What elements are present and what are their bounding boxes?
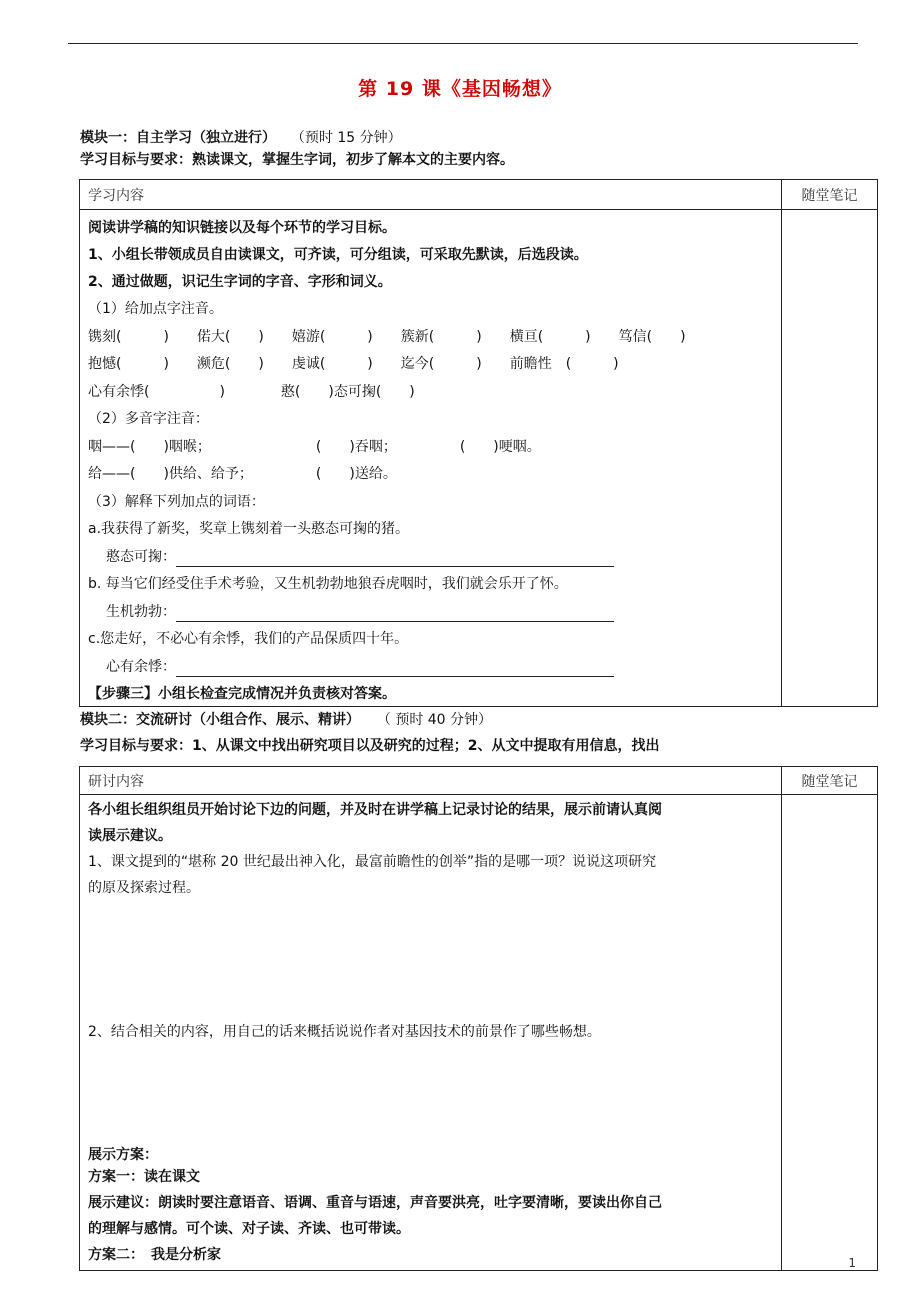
answer-c-label: 心有余悸： [106,659,176,675]
module2-heading-text: 模块二：交流研讨（小组合作、展示、精讲） [80,712,360,728]
answer-b-label: 生机勃勃： [106,604,176,620]
question-1-line-2: 的原及探索过程。 [88,880,200,896]
answer-c-blank[interactable] [176,660,614,677]
pinyin-row-1: 镌刻( ) 偌大( ) 嬉游( ) 簇新( ) 横亘( ) 笃信( ) [88,329,686,345]
page-number: 1 [848,1256,856,1270]
plan1-advice-1: 展示建议：朗读时要注意语音、语调、重音与语速，声音要洪亮，吐字要清晰，要读出你自己 [88,1195,662,1211]
module1-heading [80,128,402,148]
module2-header-content: 研讨内容 [80,767,782,795]
polyphone-row-1: 咽——( )咽喉； ( )吞咽； ( )哽咽。 [88,439,541,455]
discussion-intro-1: 各小组长组织组员开始讨论下边的问题，并及时在讲学稿上记录讨论的结果，展示前请认真阅 [88,802,662,818]
answer-a-blank[interactable] [176,550,614,567]
module1-content-cell [80,210,782,707]
answer-b-blank[interactable] [176,605,614,622]
module2-table [79,766,878,1271]
header-rule [68,43,858,44]
discussion-intro-2: 读展示建议。 [88,828,172,844]
module1-heading-text: 模块一：自主学习（独立进行） [80,130,276,146]
module1-notes-cell[interactable] [782,210,878,707]
task3-title: （3）解释下列加点的词语： [88,494,265,510]
sentence-c: c.您走好，不必心有余悸，我们的产品保质四十年。 [88,631,409,647]
pinyin-row-2: 抱憾( ) 濒危( ) 虔诚( ) 迄今( ) 前瞻性 ( ) [88,356,619,372]
module1-header-content: 学习内容 [80,180,782,210]
answer-a [106,547,614,567]
question-1-line-1: 1、课文提到的“堪称 20 世纪最出神入化，最富前瞻性的创举”指的是哪一项？说说这项研究 [88,854,657,870]
step2-line: 2、通过做题，识记生字词的字音、字形和词义。 [88,274,392,290]
module2-heading [80,710,492,730]
plan1-title: 方案一：读在课文 [88,1169,200,1185]
step1-line: 1、小组长带领成员自由读课文，可齐读，可分组读，可采取先默读，后选段读。 [88,247,588,263]
module2-content-cell [80,795,782,1271]
module2-header-notes: 随堂笔记 [782,767,878,795]
module1-time: （预时 15 分钟） [290,130,402,146]
module2-time: （ 预时 40 分钟） [376,712,493,728]
answer-c [106,657,614,677]
module2-notes-cell[interactable] [782,795,878,1271]
sentence-a: a.我获得了新奖，奖章上镌刻着一头憨态可掬的猪。 [88,521,410,537]
plan-title: 展示方案： [88,1147,158,1163]
answer-b [106,602,614,622]
polyphone-row-2: 给——( )供给、给予； ( )送给。 [88,466,397,482]
task2-title: （2）多音字注音： [88,411,209,427]
module1-goal: 学习目标与要求：熟读课文，掌握生字词，初步了解本文的主要内容。 [80,152,514,168]
step3-line: 【步骤三】小组长检查完成情况并负责核对答案。 [88,686,396,702]
plan2-title: 方案二： 我是分析家 [88,1247,221,1263]
question-2: 2、结合相关的内容，用自己的话来概括说说作者对基因技术的前景作了哪些畅想。 [88,1024,601,1040]
module1-table [79,179,878,707]
task1-title: （1）给加点字注音。 [88,301,223,317]
page-title: 第 19 课《基因畅想》 [358,78,562,100]
intro-line: 阅读讲学稿的知识链接以及每个环节的学习目标。 [88,220,396,236]
sentence-b: b. 每当它们经受住手术考验，又生机勃勃地狼吞虎咽时，我们就会乐开了怀。 [88,576,568,592]
module2-goal: 学习目标与要求：1、从课文中找出研究项目以及研究的过程；2、从文中提取有用信息，找出 [80,738,660,754]
pinyin-row-3: 心有余悸( ) 憨( )态可掬( ) [88,384,415,400]
answer-a-label: 憨态可掬： [106,549,176,565]
module1-header-notes: 随堂笔记 [782,180,878,210]
plan1-advice-2: 的理解与感情。可个读、对子读、齐读、也可带读。 [88,1221,410,1237]
